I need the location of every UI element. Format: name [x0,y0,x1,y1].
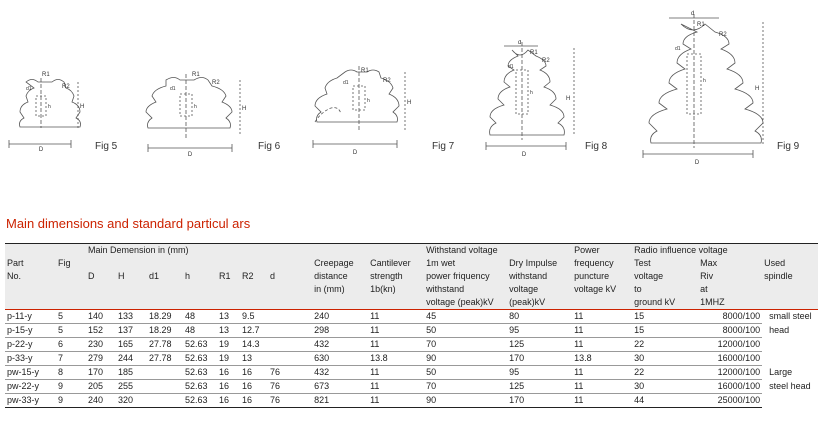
cell-D: 240 [86,394,116,408]
cell-d1 [147,366,183,380]
cell-wet: 90 [424,394,507,408]
cell-dry: 125 [507,338,572,352]
cell-test: 30 [632,352,698,366]
cell-max: 8000/100 [698,324,762,338]
insulator-drawing-fig9 [635,6,775,166]
cell-wet: 45 [424,310,507,324]
hdr-dry-2: voltage [507,283,572,296]
svg-text:h: h [703,78,706,84]
cell-H: 255 [116,380,147,394]
svg-text:R1: R1 [530,50,538,56]
hdr-wet-2: withstand [424,283,507,296]
cell-power: 11 [572,338,632,352]
cell-fig: 5 [56,324,86,338]
cell-wet: 50 [424,324,507,338]
cell-d1: 18.29 [147,310,183,324]
hdr-used-1: spindle [762,270,818,283]
cell-power: 11 [572,380,632,394]
cell-H: 320 [116,394,147,408]
svg-text:R2: R2 [719,32,727,38]
hdr-test-2: to [632,283,698,296]
cell-D: 230 [86,338,116,352]
cell-test: 15 [632,310,698,324]
table-row [5,394,818,408]
hdr-cant-1: strength [368,270,424,283]
cell-h: 52.63 [183,394,217,408]
svg-text:R2: R2 [62,84,70,90]
fig7-label: Fig 7 [432,141,455,152]
fig5-label: Fig 5 [95,141,118,152]
cell-d [268,310,312,324]
dimensions-table [5,243,818,408]
svg-text:H: H [407,100,412,106]
table-row [5,324,818,338]
cell-d1: 27.78 [147,338,183,352]
cell-max: 16000/100 [698,380,762,394]
svg-text:D: D [694,160,700,166]
hdr-max-3: 1MHZ [698,296,762,310]
cell-R2: 16 [240,394,268,408]
cell-d1 [147,380,183,394]
cell-part: p-11-y [5,310,56,324]
cell-R2: 16 [240,366,268,380]
fig9-label: Fig 9 [777,141,800,152]
svg-text:R1: R1 [361,68,369,74]
svg-text:R1: R1 [192,72,200,78]
cell-used-spindle: head [769,324,790,335]
cell-part: p-15-y [5,324,56,338]
svg-text:h: h [194,104,197,110]
cell-cant: 11 [368,394,424,408]
cell-max: 12000/100 [698,338,762,352]
hdr-part-0: Part [5,257,56,270]
svg-text:R1: R1 [42,72,50,78]
cell-used-spindle: steel head [769,380,811,391]
cell-dry: 125 [507,380,572,394]
hdr-test-1: voltage [632,270,698,283]
cell-max: 16000/100 [698,352,762,366]
table-row [5,366,818,380]
cell-D: 205 [86,380,116,394]
cell-max: 8000/100 [698,310,762,324]
svg-text:D: D [352,150,358,156]
hdr-withstand: Withstand voltage [424,244,572,258]
svg-text:h: h [48,104,51,110]
hdr-dry-3: (peak)kV [507,296,572,310]
hdr-power-0: Power [572,244,632,258]
hdr-radio: Radio influence voltage [632,244,762,258]
hdr-creepage-2: in (mm) [312,283,368,296]
svg-text:R2: R2 [212,80,220,86]
svg-text:d: d [518,40,522,46]
hdr-dry-1: withstand [507,270,572,283]
cell-part: pw-22-y [5,380,56,394]
svg-text:d: d [691,11,695,17]
hdr-fig: Fig [56,257,86,270]
hdr-used-0: Used [762,257,818,270]
hdr-dim-d1: d1 [147,270,183,283]
cell-wet: 50 [424,366,507,380]
hdr-power-2: puncture [572,270,632,283]
cell-R1: 19 [217,352,240,366]
svg-text:h: h [530,90,533,96]
hdr-creepage-0: Creepage [312,257,368,270]
cell-R1: 16 [217,366,240,380]
hdr-test-3: ground kV [632,296,698,310]
cell-h: 52.63 [183,366,217,380]
svg-text:h: h [367,98,370,104]
fig8-label: Fig 8 [585,141,608,152]
cell-wet: 90 [424,352,507,366]
cell-test: 30 [632,380,698,394]
cell-fig: 9 [56,394,86,408]
cell-dry: 170 [507,352,572,366]
svg-text:D: D [38,147,44,153]
hdr-dim-d: d [268,270,312,283]
cell-dry: 80 [507,310,572,324]
cell-fig: 8 [56,366,86,380]
cell-dry: 95 [507,366,572,380]
section-title: Main dimensions and standard particul ars [6,216,251,231]
svg-text:H: H [242,106,247,112]
hdr-power-3: voltage kV [572,283,632,296]
cell-creepage: 821 [312,394,368,408]
cell-D: 140 [86,310,116,324]
svg-text:d1: d1 [26,86,32,92]
cell-h: 52.63 [183,338,217,352]
cell-dry: 95 [507,324,572,338]
cell-test: 22 [632,338,698,352]
cell-D: 170 [86,366,116,380]
cell-test: 44 [632,394,698,408]
insulator-drawing-fig6 [140,68,252,160]
cell-dry: 170 [507,394,572,408]
cell-R1: 16 [217,380,240,394]
cell-d1 [147,394,183,408]
hdr-cant-2: 1b(kn) [368,283,424,296]
hdr-power-1: frequency [572,257,632,270]
cell-creepage: 432 [312,338,368,352]
hdr-blank [5,244,56,258]
svg-text:D: D [521,152,527,158]
cell-d: 76 [268,394,312,408]
hdr-dim-D: D [86,270,116,283]
hdr-creepage-1: distance [312,270,368,283]
cell-H: 165 [116,338,147,352]
cell-R1: 16 [217,394,240,408]
table-row [5,310,818,324]
hdr-wet-0: 1m wet [424,257,507,270]
cell-d [268,352,312,366]
cell-power: 11 [572,394,632,408]
hdr-main-dimension: Main Demension in (mm) [86,244,312,258]
svg-text:R2: R2 [542,58,550,64]
hdr-wet-3: voltage (peak)kV [424,296,507,310]
cell-cant: 13.8 [368,352,424,366]
cell-creepage: 298 [312,324,368,338]
table-row [5,352,818,366]
cell-h: 52.63 [183,380,217,394]
cell-R2: 14.3 [240,338,268,352]
table-row [5,380,818,394]
cell-creepage: 240 [312,310,368,324]
hdr-dim-h: h [183,270,217,283]
cell-used-spindle [762,352,818,366]
cell-h: 48 [183,310,217,324]
hdr-max-1: Riv [698,270,762,283]
cell-fig: 5 [56,310,86,324]
cell-max: 25000/100 [698,394,762,408]
cell-H: 137 [116,324,147,338]
svg-text:D: D [187,152,193,158]
cell-part: pw-33-y [5,394,56,408]
cell-h: 52.63 [183,352,217,366]
cell-creepage: 630 [312,352,368,366]
cell-part: pw-15-y [5,366,56,380]
cell-H: 244 [116,352,147,366]
hdr-dim-H: H [116,270,147,283]
cell-R1: 19 [217,338,240,352]
cell-R2: 9.5 [240,310,268,324]
cell-d [268,324,312,338]
cell-fig: 9 [56,380,86,394]
cell-d: 76 [268,366,312,380]
hdr-dim-R1: R1 [217,270,240,283]
cell-test: 15 [632,324,698,338]
hdr-cant-0: Cantilever [368,257,424,270]
cell-used-spindle: small steel [762,310,818,324]
cell-power: 13.8 [572,352,632,366]
svg-text:d1: d1 [170,86,176,92]
insulator-drawing-fig5 [4,68,84,156]
hdr-wet-1: power friquency [424,270,507,283]
hdr-dim-R2: R2 [240,270,268,283]
hdr-dry-0: Dry Impulse [507,257,572,270]
cell-d1: 27.78 [147,352,183,366]
cell-used-spindle [762,394,818,408]
figure-strip [0,0,825,200]
cell-h: 48 [183,324,217,338]
cell-D: 279 [86,352,116,366]
hdr-test-0: Test [632,257,698,270]
insulator-drawing-fig8 [478,40,582,158]
cell-cant: 11 [368,324,424,338]
cell-fig: 6 [56,338,86,352]
cell-R2: 12.7 [240,324,268,338]
cell-part: p-33-y [5,352,56,366]
cell-R2: 16 [240,380,268,394]
fig6-label: Fig 6 [258,141,281,152]
cell-creepage: 673 [312,380,368,394]
cell-part: p-22-y [5,338,56,352]
hdr-max-2: at [698,283,762,296]
cell-R1: 13 [217,324,240,338]
svg-text:d1: d1 [508,64,514,70]
cell-used-spindle [762,338,818,352]
cell-fig: 7 [56,352,86,366]
cell-power: 11 [572,310,632,324]
cell-used-spindle: Large [769,366,793,377]
cell-cant: 11 [368,310,424,324]
cell-d: 76 [268,380,312,394]
cell-wet: 70 [424,338,507,352]
cell-cant: 11 [368,380,424,394]
cell-cant: 11 [368,366,424,380]
cell-creepage: 432 [312,366,368,380]
hdr-part-1: No. [5,270,56,283]
cell-H: 185 [116,366,147,380]
cell-power: 11 [572,366,632,380]
svg-text:d1: d1 [675,46,681,52]
cell-D: 152 [86,324,116,338]
cell-wet: 70 [424,380,507,394]
cell-max: 12000/100 [698,366,762,380]
cell-R1: 13 [217,310,240,324]
cell-R2: 13 [240,352,268,366]
svg-text:R2: R2 [383,78,391,84]
cell-test: 22 [632,366,698,380]
cell-power: 11 [572,324,632,338]
table-body [5,310,818,408]
svg-text:R1: R1 [697,22,705,28]
cell-H: 133 [116,310,147,324]
insulator-drawing-fig7 [305,64,415,158]
table-row [5,338,818,352]
cell-d [268,338,312,352]
svg-text:H: H [80,104,84,110]
svg-text:d1: d1 [343,80,349,86]
hdr-max-0: Max [698,257,762,270]
cell-cant: 11 [368,338,424,352]
svg-text:H: H [755,86,760,92]
cell-d1: 18.29 [147,324,183,338]
svg-text:H: H [566,96,571,102]
